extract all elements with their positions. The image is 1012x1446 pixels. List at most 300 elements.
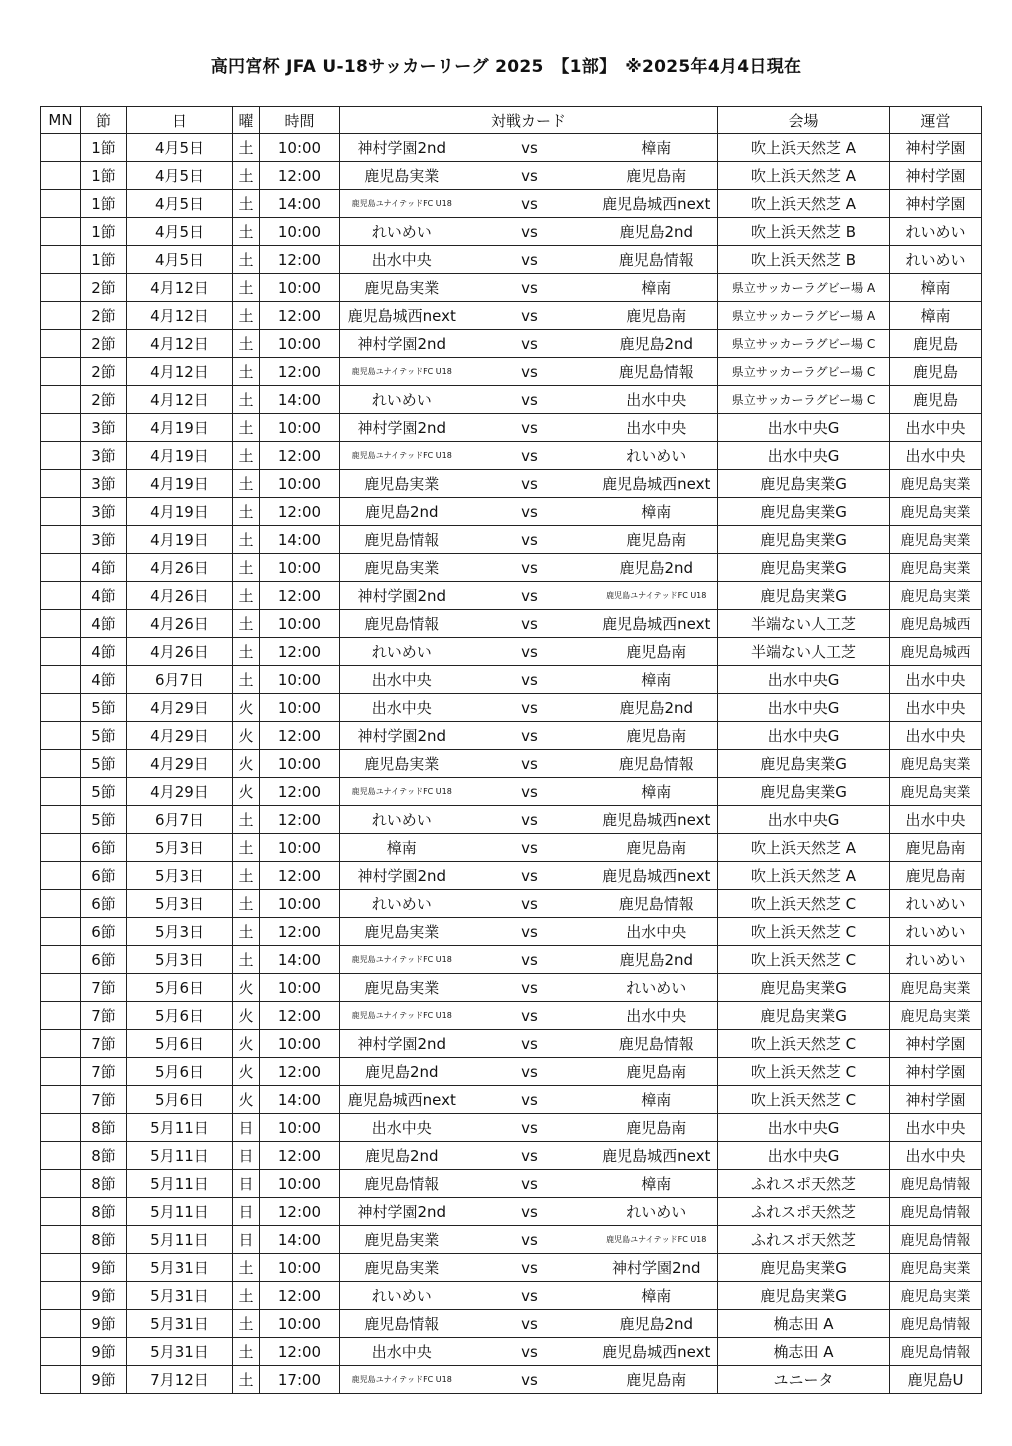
cell-home: 鹿児島ユナイテッドFC U18	[340, 1002, 464, 1030]
cell-operator: 神村学園	[890, 1030, 982, 1058]
cell-home: 出水中央	[340, 246, 464, 274]
cell-youbi: 土	[233, 638, 260, 666]
table-row	[41, 1226, 982, 1254]
cell-vs: vs	[464, 1310, 596, 1338]
cell-vs: vs	[464, 666, 596, 694]
cell-home: 鹿児島情報	[340, 526, 464, 554]
cell-setsu: 9節	[81, 1366, 127, 1394]
cell-mn	[41, 302, 81, 330]
cell-home: 鹿児島情報	[340, 1170, 464, 1198]
cell-operator: 鹿児島実業	[890, 974, 982, 1002]
cell-youbi: 日	[233, 1114, 260, 1142]
cell-vs: vs	[464, 862, 596, 890]
cell-time: 10:00	[260, 274, 340, 302]
cell-venue: 吹上浜天然芝 C	[718, 1030, 890, 1058]
cell-mn	[41, 274, 81, 302]
cell-operator: 出水中央	[890, 694, 982, 722]
cell-venue: 鹿児島実業G	[718, 1282, 890, 1310]
cell-time: 10:00	[260, 218, 340, 246]
cell-mn	[41, 1254, 81, 1282]
cell-youbi: 土	[233, 442, 260, 470]
cell-mn	[41, 890, 81, 918]
table-row	[41, 218, 982, 246]
cell-operator: 鹿児島実業	[890, 498, 982, 526]
cell-mn	[41, 1338, 81, 1366]
cell-operator: 樟南	[890, 302, 982, 330]
cell-setsu: 4節	[81, 554, 127, 582]
table-row	[41, 806, 982, 834]
cell-date: 4月26日	[127, 582, 233, 610]
cell-mn	[41, 1030, 81, 1058]
cell-venue: 吹上浜天然芝 C	[718, 1058, 890, 1086]
cell-operator: 鹿児島実業	[890, 554, 982, 582]
cell-vs: vs	[464, 834, 596, 862]
table-row	[41, 554, 982, 582]
cell-away: 鹿児島南	[596, 1058, 718, 1086]
cell-vs: vs	[464, 1254, 596, 1282]
cell-date: 5月6日	[127, 1002, 233, 1030]
cell-time: 12:00	[260, 1002, 340, 1030]
cell-away: 出水中央	[596, 386, 718, 414]
cell-vs: vs	[464, 274, 596, 302]
cell-home: 鹿児島実業	[340, 162, 464, 190]
cell-time: 12:00	[260, 778, 340, 806]
cell-venue: 吹上浜天然芝 A	[718, 862, 890, 890]
cell-venue: 鹿児島実業G	[718, 750, 890, 778]
cell-vs: vs	[464, 1114, 596, 1142]
cell-time: 14:00	[260, 190, 340, 218]
cell-venue: 吹上浜天然芝 C	[718, 1086, 890, 1114]
cell-operator: 出水中央	[890, 1114, 982, 1142]
cell-venue: 半端ない人工芝	[718, 638, 890, 666]
cell-setsu: 6節	[81, 918, 127, 946]
cell-time: 12:00	[260, 1058, 340, 1086]
cell-date: 4月19日	[127, 526, 233, 554]
cell-time: 10:00	[260, 834, 340, 862]
cell-date: 5月11日	[127, 1142, 233, 1170]
cell-venue: 出水中央G	[718, 694, 890, 722]
cell-home: れいめい	[340, 1282, 464, 1310]
cell-operator: 鹿児島	[890, 358, 982, 386]
cell-venue: 鹿児島実業G	[718, 554, 890, 582]
cell-time: 10:00	[260, 750, 340, 778]
cell-venue: 鹿児島実業G	[718, 974, 890, 1002]
cell-vs: vs	[464, 778, 596, 806]
cell-away: 鹿児島南	[596, 302, 718, 330]
cell-youbi: 土	[233, 274, 260, 302]
page-title: 高円宮杯 JFA U-18サッカーリーグ 2025 【1部】 ※2025年4月4日現在	[210, 57, 802, 77]
cell-vs: vs	[464, 806, 596, 834]
cell-vs: vs	[464, 330, 596, 358]
cell-time: 14:00	[260, 1086, 340, 1114]
cell-youbi: 火	[233, 974, 260, 1002]
cell-date: 5月3日	[127, 834, 233, 862]
cell-date: 4月19日	[127, 414, 233, 442]
cell-date: 4月5日	[127, 134, 233, 162]
cell-home: れいめい	[340, 386, 464, 414]
cell-vs: vs	[464, 722, 596, 750]
cell-time: 10:00	[260, 890, 340, 918]
cell-operator: 鹿児島	[890, 386, 982, 414]
cell-away: 鹿児島城西next	[596, 470, 718, 498]
cell-mn	[41, 862, 81, 890]
cell-vs: vs	[464, 498, 596, 526]
cell-time: 10:00	[260, 1310, 340, 1338]
table-row	[41, 638, 982, 666]
table-row	[41, 974, 982, 1002]
table-row	[41, 1002, 982, 1030]
cell-date: 5月6日	[127, 1086, 233, 1114]
cell-youbi: 土	[233, 582, 260, 610]
cell-date: 4月12日	[127, 386, 233, 414]
cell-home: 鹿児島ユナイテッドFC U18	[340, 946, 464, 974]
cell-setsu: 8節	[81, 1226, 127, 1254]
cell-mn	[41, 358, 81, 386]
cell-vs: vs	[464, 358, 596, 386]
cell-away: 樟南	[596, 498, 718, 526]
cell-date: 4月12日	[127, 302, 233, 330]
cell-vs: vs	[464, 134, 596, 162]
cell-time: 12:00	[260, 918, 340, 946]
cell-mn	[41, 442, 81, 470]
cell-time: 10:00	[260, 694, 340, 722]
cell-operator: れいめい	[890, 946, 982, 974]
cell-setsu: 4節	[81, 582, 127, 610]
cell-time: 12:00	[260, 1198, 340, 1226]
cell-home: 鹿児島ユナイテッドFC U18	[340, 778, 464, 806]
table-header	[41, 107, 982, 134]
cell-time: 12:00	[260, 1282, 340, 1310]
cell-date: 6月7日	[127, 666, 233, 694]
cell-vs: vs	[464, 302, 596, 330]
cell-home: 鹿児島城西next	[340, 1086, 464, 1114]
cell-setsu: 1節	[81, 218, 127, 246]
cell-home: れいめい	[340, 806, 464, 834]
cell-youbi: 火	[233, 1030, 260, 1058]
table-row	[41, 414, 982, 442]
header-mn: MN	[41, 107, 81, 134]
table-row	[41, 582, 982, 610]
cell-venue: 吹上浜天然芝 C	[718, 890, 890, 918]
cell-youbi: 土	[233, 1366, 260, 1394]
cell-youbi: 火	[233, 694, 260, 722]
header-operator: 運営	[890, 107, 982, 134]
cell-home: 出水中央	[340, 694, 464, 722]
header-setsu: 節	[81, 107, 127, 134]
cell-venue: ふれスポ天然芝	[718, 1226, 890, 1254]
cell-mn	[41, 134, 81, 162]
cell-youbi: 土	[233, 414, 260, 442]
cell-mn	[41, 694, 81, 722]
cell-vs: vs	[464, 694, 596, 722]
table-row	[41, 1114, 982, 1142]
table-row	[41, 1338, 982, 1366]
table-row	[41, 694, 982, 722]
table-row	[41, 1366, 982, 1394]
cell-setsu: 8節	[81, 1142, 127, 1170]
cell-vs: vs	[464, 1198, 596, 1226]
cell-operator: 出水中央	[890, 722, 982, 750]
cell-date: 6月7日	[127, 806, 233, 834]
cell-date: 4月26日	[127, 638, 233, 666]
header-venue: 会場	[718, 107, 890, 134]
cell-mn	[41, 1310, 81, 1338]
cell-date: 5月11日	[127, 1198, 233, 1226]
cell-setsu: 4節	[81, 610, 127, 638]
table-row	[41, 666, 982, 694]
cell-youbi: 土	[233, 498, 260, 526]
cell-vs: vs	[464, 414, 596, 442]
cell-date: 5月11日	[127, 1170, 233, 1198]
cell-home: 神村学園2nd	[340, 134, 464, 162]
cell-youbi: 日	[233, 1142, 260, 1170]
cell-mn	[41, 526, 81, 554]
header-card: 対戦カード	[340, 107, 718, 134]
cell-youbi: 火	[233, 722, 260, 750]
cell-time: 17:00	[260, 1366, 340, 1394]
table-row	[41, 274, 982, 302]
cell-time: 12:00	[260, 358, 340, 386]
cell-home: 神村学園2nd	[340, 1198, 464, 1226]
cell-date: 5月6日	[127, 1030, 233, 1058]
cell-time: 10:00	[260, 1170, 340, 1198]
cell-operator: 樟南	[890, 274, 982, 302]
cell-mn	[41, 246, 81, 274]
cell-vs: vs	[464, 526, 596, 554]
header-youbi: 曜	[233, 107, 260, 134]
cell-home: 鹿児島実業	[340, 918, 464, 946]
cell-venue: 半端ない人工芝	[718, 610, 890, 638]
cell-setsu: 3節	[81, 414, 127, 442]
table-row	[41, 386, 982, 414]
cell-time: 10:00	[260, 414, 340, 442]
cell-youbi: 土	[233, 666, 260, 694]
cell-time: 14:00	[260, 946, 340, 974]
cell-vs: vs	[464, 1338, 596, 1366]
cell-home: れいめい	[340, 218, 464, 246]
cell-operator: 神村学園	[890, 1058, 982, 1086]
cell-home: 鹿児島ユナイテッドFC U18	[340, 1366, 464, 1394]
table-row	[41, 1310, 982, 1338]
cell-home: 神村学園2nd	[340, 722, 464, 750]
cell-vs: vs	[464, 554, 596, 582]
cell-youbi: 火	[233, 750, 260, 778]
cell-venue: 県立サッカーラグビー場 C	[718, 386, 890, 414]
cell-date: 4月29日	[127, 778, 233, 806]
cell-time: 12:00	[260, 862, 340, 890]
cell-time: 10:00	[260, 134, 340, 162]
cell-time: 10:00	[260, 1030, 340, 1058]
cell-away: れいめい	[596, 1198, 718, 1226]
cell-date: 4月29日	[127, 722, 233, 750]
cell-date: 4月26日	[127, 610, 233, 638]
cell-vs: vs	[464, 1142, 596, 1170]
cell-setsu: 5節	[81, 722, 127, 750]
table-row	[41, 778, 982, 806]
cell-vs: vs	[464, 610, 596, 638]
cell-setsu: 7節	[81, 1030, 127, 1058]
cell-venue: 出水中央G	[718, 722, 890, 750]
cell-mn	[41, 386, 81, 414]
table-row	[41, 330, 982, 358]
cell-away: 鹿児島南	[596, 526, 718, 554]
cell-time: 10:00	[260, 666, 340, 694]
cell-operator: 鹿児島情報	[890, 1338, 982, 1366]
cell-setsu: 4節	[81, 666, 127, 694]
cell-home: 鹿児島実業	[340, 470, 464, 498]
cell-home: 鹿児島実業	[340, 750, 464, 778]
cell-vs: vs	[464, 946, 596, 974]
cell-venue: 吹上浜天然芝 A	[718, 162, 890, 190]
cell-home: 鹿児島2nd	[340, 498, 464, 526]
cell-away: 鹿児島2nd	[596, 554, 718, 582]
cell-time: 12:00	[260, 806, 340, 834]
header-date: 日	[127, 107, 233, 134]
cell-youbi: 土	[233, 526, 260, 554]
cell-youbi: 日	[233, 1170, 260, 1198]
cell-operator: 鹿児島	[890, 330, 982, 358]
cell-youbi: 日	[233, 1198, 260, 1226]
cell-venue: 出水中央G	[718, 1142, 890, 1170]
cell-home: 鹿児島情報	[340, 1310, 464, 1338]
table-row	[41, 498, 982, 526]
table-row	[41, 610, 982, 638]
cell-operator: れいめい	[890, 218, 982, 246]
cell-date: 4月29日	[127, 750, 233, 778]
cell-operator: 鹿児島情報	[890, 1226, 982, 1254]
cell-away: 鹿児島ユナイテッドFC U18	[596, 582, 718, 610]
cell-mn	[41, 330, 81, 358]
cell-youbi: 土	[233, 190, 260, 218]
cell-away: 樟南	[596, 1170, 718, 1198]
cell-youbi: 土	[233, 946, 260, 974]
cell-time: 10:00	[260, 470, 340, 498]
cell-vs: vs	[464, 1086, 596, 1114]
cell-youbi: 日	[233, 1226, 260, 1254]
cell-setsu: 1節	[81, 134, 127, 162]
cell-home: 鹿児島ユナイテッドFC U18	[340, 442, 464, 470]
cell-home: 鹿児島実業	[340, 1254, 464, 1282]
cell-vs: vs	[464, 442, 596, 470]
cell-setsu: 8節	[81, 1198, 127, 1226]
cell-time: 12:00	[260, 498, 340, 526]
cell-date: 5月31日	[127, 1338, 233, 1366]
table-row	[41, 834, 982, 862]
cell-setsu: 8節	[81, 1170, 127, 1198]
table-row	[41, 862, 982, 890]
cell-home: 鹿児島ユナイテッドFC U18	[340, 190, 464, 218]
cell-away: 出水中央	[596, 414, 718, 442]
table-row	[41, 918, 982, 946]
cell-date: 4月5日	[127, 218, 233, 246]
cell-date: 5月6日	[127, 974, 233, 1002]
cell-youbi: 土	[233, 554, 260, 582]
cell-home: 神村学園2nd	[340, 862, 464, 890]
cell-mn	[41, 806, 81, 834]
cell-operator: 鹿児島実業	[890, 1254, 982, 1282]
cell-vs: vs	[464, 1282, 596, 1310]
cell-operator: 鹿児島実業	[890, 750, 982, 778]
cell-away: 鹿児島南	[596, 1114, 718, 1142]
cell-mn	[41, 722, 81, 750]
cell-setsu: 5節	[81, 806, 127, 834]
cell-time: 10:00	[260, 554, 340, 582]
cell-mn	[41, 190, 81, 218]
cell-home: 鹿児島実業	[340, 554, 464, 582]
cell-date: 5月11日	[127, 1226, 233, 1254]
cell-setsu: 7節	[81, 1058, 127, 1086]
cell-date: 5月31日	[127, 1254, 233, 1282]
cell-away: 鹿児島城西next	[596, 1338, 718, 1366]
cell-time: 12:00	[260, 582, 340, 610]
cell-vs: vs	[464, 750, 596, 778]
cell-away: 鹿児島情報	[596, 750, 718, 778]
cell-away: 鹿児島情報	[596, 890, 718, 918]
table-row	[41, 302, 982, 330]
table-row	[41, 1170, 982, 1198]
cell-venue: 桷志田 A	[718, 1310, 890, 1338]
cell-operator: れいめい	[890, 918, 982, 946]
cell-operator: 鹿児島情報	[890, 1170, 982, 1198]
cell-vs: vs	[464, 1170, 596, 1198]
cell-vs: vs	[464, 1058, 596, 1086]
cell-away: 鹿児島情報	[596, 1030, 718, 1058]
cell-vs: vs	[464, 218, 596, 246]
cell-time: 12:00	[260, 638, 340, 666]
cell-away: れいめい	[596, 974, 718, 1002]
cell-setsu: 6節	[81, 862, 127, 890]
cell-away: 鹿児島南	[596, 1366, 718, 1394]
cell-date: 5月6日	[127, 1058, 233, 1086]
cell-venue: 吹上浜天然芝 C	[718, 918, 890, 946]
cell-vs: vs	[464, 638, 596, 666]
cell-time: 14:00	[260, 1226, 340, 1254]
cell-away: 樟南	[596, 666, 718, 694]
cell-setsu: 6節	[81, 946, 127, 974]
cell-date: 4月19日	[127, 442, 233, 470]
cell-operator: 鹿児島実業	[890, 526, 982, 554]
cell-date: 4月5日	[127, 246, 233, 274]
cell-away: 樟南	[596, 274, 718, 302]
cell-youbi: 土	[233, 610, 260, 638]
cell-setsu: 8節	[81, 1114, 127, 1142]
cell-date: 4月12日	[127, 358, 233, 386]
cell-date: 5月31日	[127, 1282, 233, 1310]
cell-vs: vs	[464, 1030, 596, 1058]
cell-mn	[41, 666, 81, 694]
cell-mn	[41, 414, 81, 442]
cell-venue: 出水中央G	[718, 666, 890, 694]
cell-youbi: 火	[233, 1058, 260, 1086]
cell-operator: 鹿児島情報	[890, 1310, 982, 1338]
cell-operator: 出水中央	[890, 414, 982, 442]
cell-date: 5月3日	[127, 946, 233, 974]
cell-away: 鹿児島2nd	[596, 694, 718, 722]
table-row	[41, 246, 982, 274]
cell-mn	[41, 834, 81, 862]
cell-away: 鹿児島南	[596, 722, 718, 750]
cell-date: 7月12日	[127, 1366, 233, 1394]
cell-setsu: 2節	[81, 386, 127, 414]
cell-away: 神村学園2nd	[596, 1254, 718, 1282]
cell-venue: 県立サッカーラグビー場 C	[718, 358, 890, 386]
table-row	[41, 1142, 982, 1170]
cell-home: 鹿児島実業	[340, 274, 464, 302]
cell-operator: 出水中央	[890, 666, 982, 694]
cell-away: 鹿児島城西next	[596, 610, 718, 638]
cell-vs: vs	[464, 890, 596, 918]
cell-operator: 鹿児島実業	[890, 778, 982, 806]
